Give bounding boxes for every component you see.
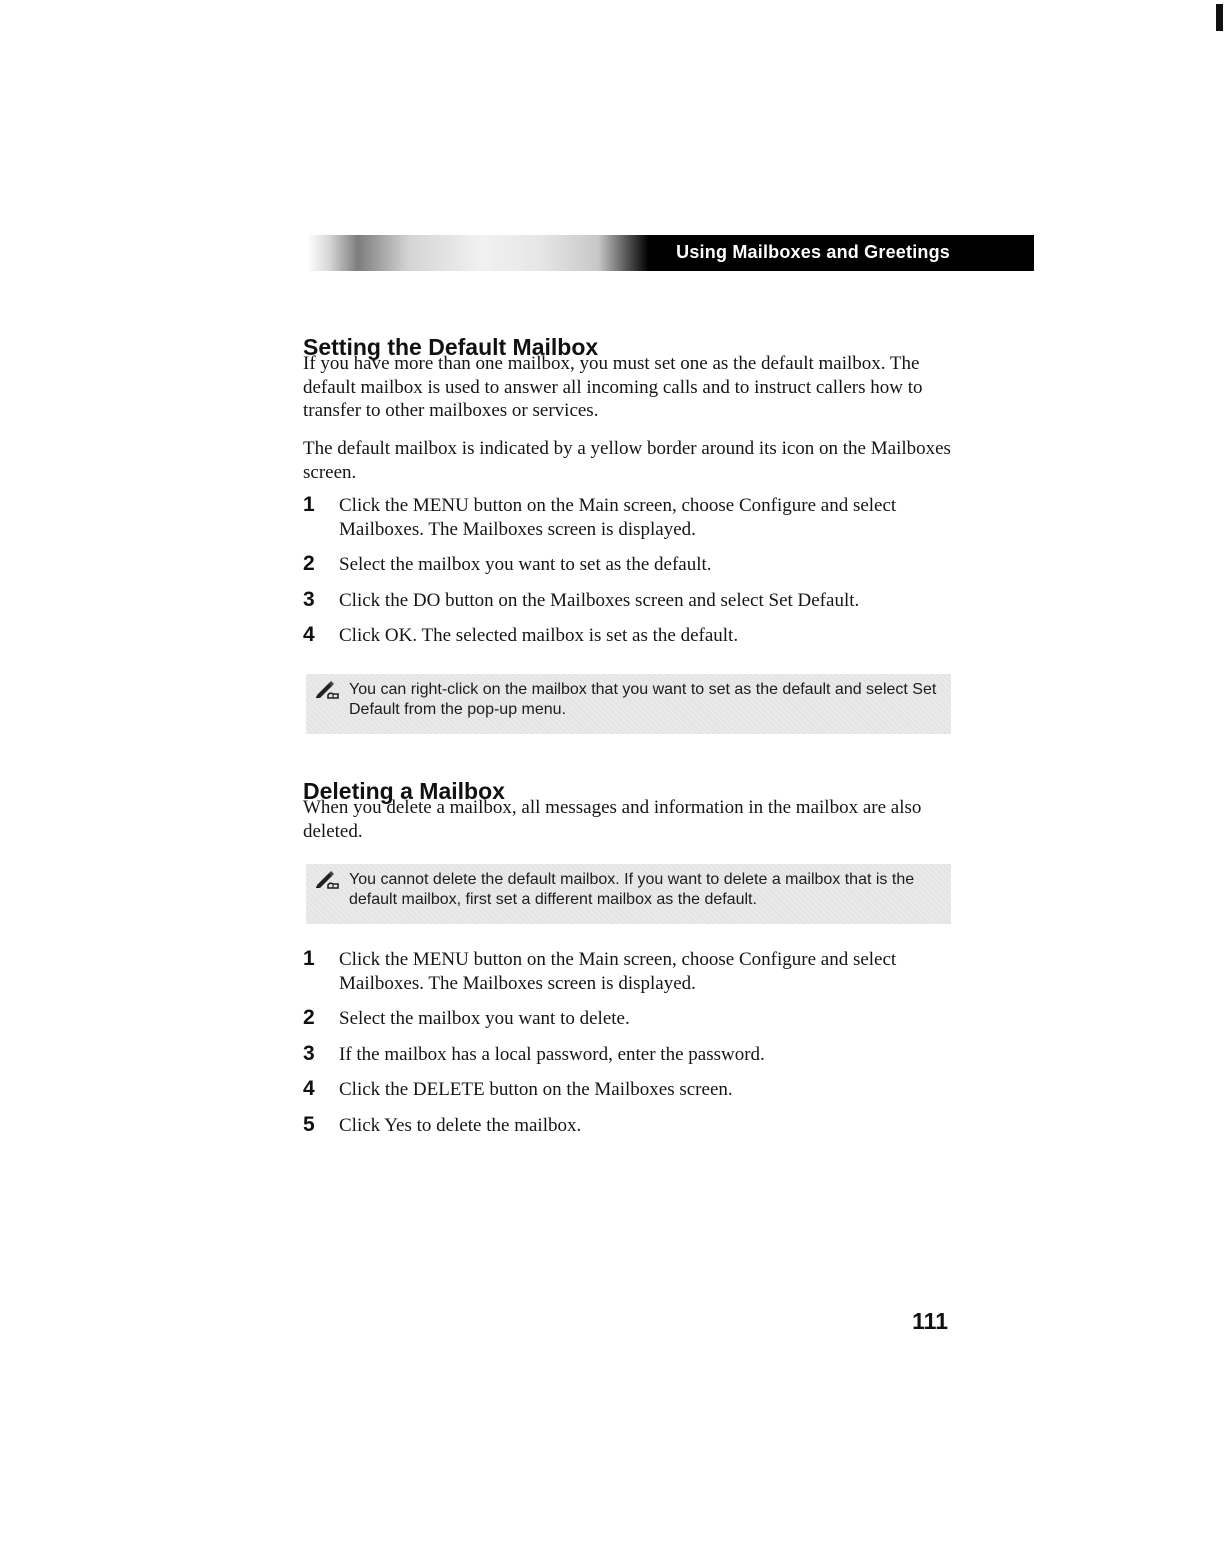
- step-number: 2: [303, 552, 315, 575]
- step-text: Click the DO button on the Mailboxes screen and select Set Default.: [339, 589, 860, 611]
- step-text: Click the MENU button on the Main screen, choose Configure and select Mailboxes. The Mailboxes screen is displayed.: [339, 495, 897, 540]
- step-item: [303, 624, 953, 648]
- step-item: [303, 494, 953, 541]
- step-number: 4: [303, 1077, 315, 1100]
- delete-mailbox-steps: [303, 948, 953, 1137]
- step-item: [303, 553, 953, 577]
- chapter-header-bar: [307, 235, 1034, 271]
- step-item: [303, 1007, 953, 1031]
- default-mailbox-indicator-text: The default mailbox is indicated by a yellow border around its icon on the Mailboxes screen.: [303, 438, 951, 483]
- note-text-default: You can right-click on the mailbox that you want to set as the default and select Set Default from the pop-up menu.: [349, 681, 937, 718]
- section-title-delete-mailbox: Deleting a Mailbox: [303, 778, 505, 805]
- step-text: If the mailbox has a local password, enter the password.: [339, 1043, 765, 1065]
- section-title-default-mailbox: Setting the Default Mailbox: [303, 334, 599, 361]
- step-number: 3: [303, 1041, 315, 1065]
- step-item: [303, 1043, 953, 1067]
- step-item: [303, 1078, 953, 1102]
- step-number: 1: [303, 947, 315, 970]
- delete-mailbox-intro: When you delete a mailbox, all messages and information in the mailbox are also deleted.: [303, 797, 922, 842]
- chapter-header-title: Using Mailboxes and Greetings: [676, 242, 950, 262]
- step-number: 4: [303, 623, 315, 646]
- writing-hand-icon: [314, 868, 340, 890]
- step-text: Select the mailbox you want to delete.: [339, 1008, 630, 1029]
- note-callout-delete: [306, 864, 951, 924]
- step-text: Select the mailbox you want to set as the default.: [339, 554, 712, 575]
- page-edge-mark: [1216, 4, 1223, 31]
- note-text-delete: You cannot delete the default mailbox. If you want to delete a mailbox that is the default mailbox, first set a different mailbox as the default.: [349, 871, 915, 908]
- default-mailbox-intro: If you have more than one mailbox, you must set one as the default mailbox. The default mailbox is used to answer all incoming calls and to instruct callers how to transfer to other mailboxes or services.: [303, 353, 923, 421]
- step-item: [303, 1114, 953, 1138]
- step-number: 3: [303, 587, 315, 611]
- step-number: 5: [303, 1112, 315, 1136]
- writing-hand-icon: [314, 678, 340, 700]
- step-item: [303, 589, 953, 613]
- step-text: Click the DELETE button on the Mailboxes screen.: [339, 1079, 733, 1100]
- step-text: Click OK. The selected mailbox is set as the default.: [339, 625, 739, 646]
- note-callout-default: [306, 674, 951, 734]
- step-number: 1: [303, 493, 315, 516]
- default-mailbox-steps: [303, 494, 953, 648]
- step-item: [303, 948, 953, 995]
- step-text: Click Yes to delete the mailbox.: [339, 1114, 582, 1136]
- step-text: Click the MENU button on the Main screen, choose Configure and select Mailboxes. The Mailboxes screen is displayed.: [339, 949, 897, 994]
- page-number: 111: [912, 1308, 948, 1334]
- step-number: 2: [303, 1006, 315, 1029]
